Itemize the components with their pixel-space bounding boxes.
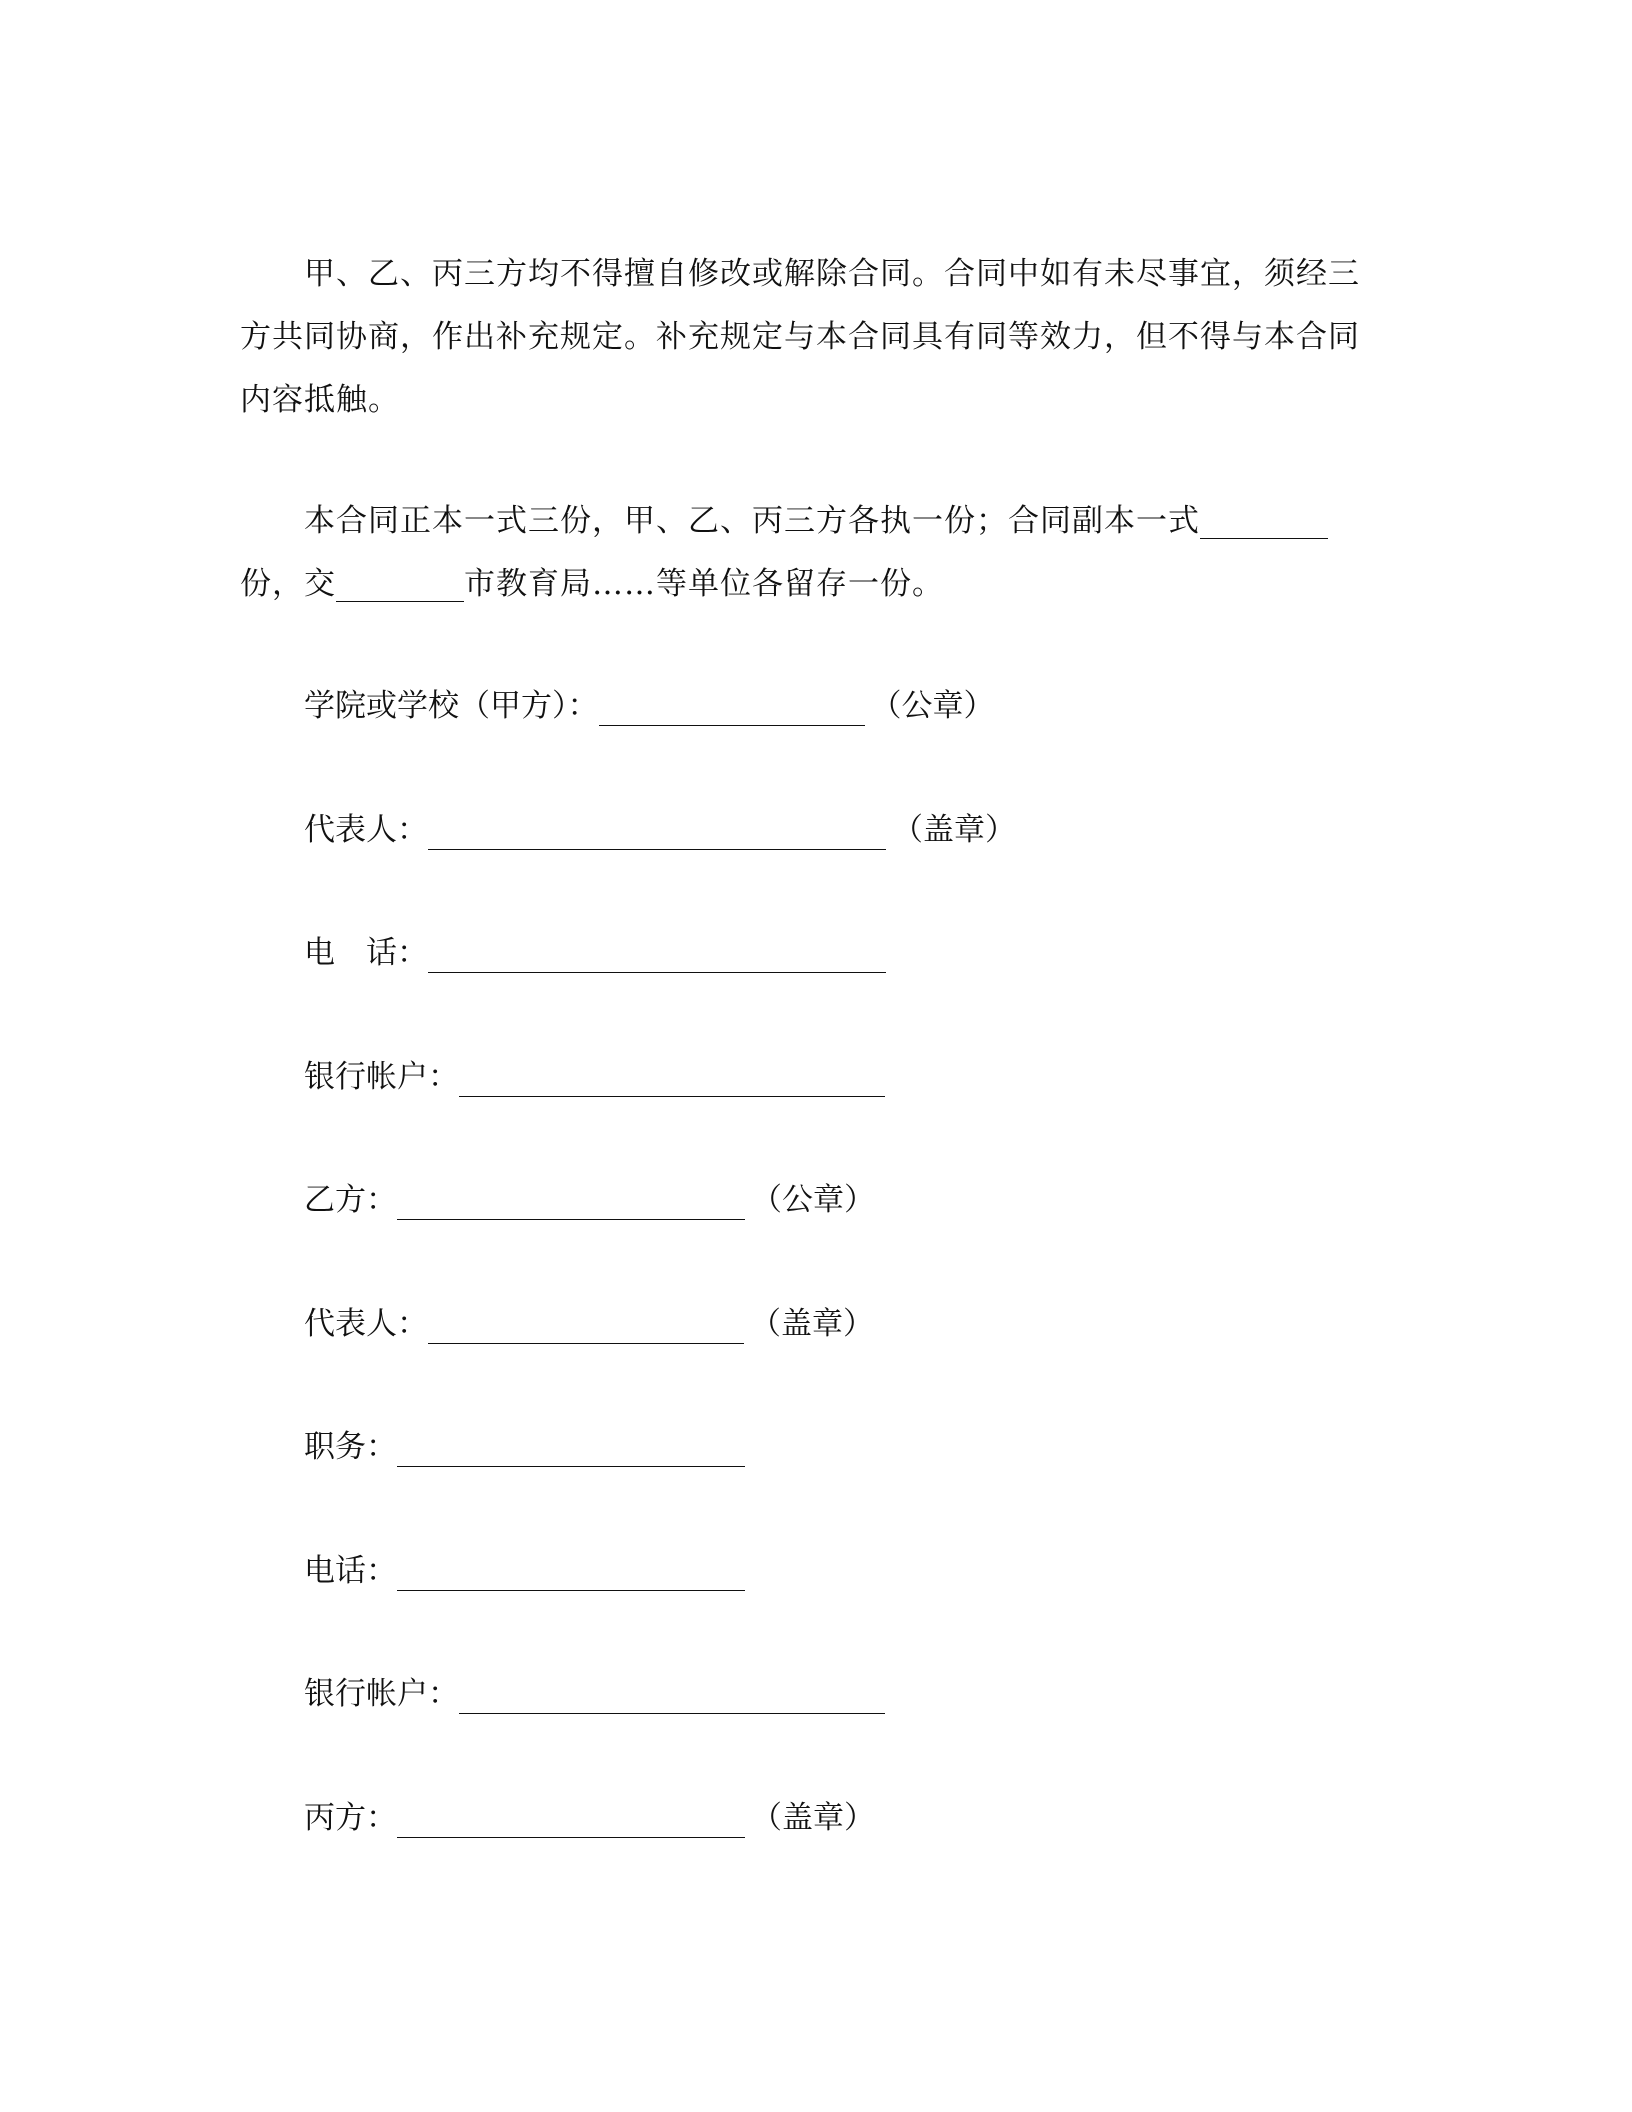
party-c-label: 丙方： [304, 1800, 397, 1836]
paragraph-amendment-clause: 甲、乙、丙三方均不得擅自修改或解除合同。合同中如有未尽事宜，须经三方共同协商，作出补充规定。补充规定与本合同具有同等效力，但不得与本合同内容抵触。 [240, 256, 1360, 418]
school-bank-label: 银行帐户： [304, 1059, 459, 1095]
party-b-phone-blank[interactable] [397, 1554, 745, 1591]
party-b-bank-label: 银行帐户： [304, 1676, 459, 1712]
party-b-phone-label: 电话： [304, 1553, 397, 1589]
school-phone-label: 电 话： [304, 935, 428, 971]
school-label: 学院或学校（甲方）： [304, 688, 599, 724]
school-signature-row [304, 686, 995, 726]
school-bank-blank[interactable] [459, 1060, 885, 1097]
party-b-representative-seal-note: （盖章） [750, 1306, 874, 1342]
school-phone-blank[interactable] [428, 936, 886, 973]
party-b-title-blank[interactable] [397, 1430, 745, 1467]
copies-clause-text-2: 份，交 [240, 566, 336, 602]
school-name-blank[interactable] [599, 689, 865, 726]
party-b-title-label: 职务： [304, 1429, 397, 1465]
copies-clause-text-1: 本合同正本一式三份，甲、乙、丙三方各执一份；合同副本一式 [304, 503, 1200, 539]
party-b-bank-row [304, 1674, 885, 1714]
party-b-representative-label: 代表人： [304, 1306, 428, 1342]
party-b-blank[interactable] [397, 1183, 745, 1220]
party-c-row [304, 1798, 875, 1838]
school-phone-row [304, 933, 886, 973]
paragraph-copies-clause [240, 490, 1390, 616]
copies-clause-text-3: 市教育局……等单位各留存一份。 [464, 566, 944, 602]
school-representative-blank[interactable] [428, 813, 886, 850]
school-representative-label: 代表人： [304, 812, 428, 848]
party-b-representative-blank[interactable] [428, 1307, 744, 1344]
party-c-seal-note: （盖章） [751, 1800, 875, 1836]
party-b-representative-row [304, 1304, 874, 1344]
school-representative-seal-note: （盖章） [892, 812, 1016, 848]
school-representative-row [304, 810, 1016, 850]
copies-count-blank[interactable] [1200, 498, 1328, 539]
party-b-row [304, 1180, 875, 1220]
school-bank-row [304, 1057, 885, 1097]
city-name-blank[interactable] [336, 561, 464, 602]
party-b-label: 乙方： [304, 1182, 397, 1218]
party-b-seal-note: （公章） [751, 1182, 875, 1218]
party-b-title-row [304, 1427, 745, 1467]
party-b-bank-blank[interactable] [459, 1677, 885, 1714]
school-seal-note: （公章） [870, 688, 995, 724]
party-c-blank[interactable] [397, 1801, 745, 1838]
party-b-phone-row [304, 1551, 745, 1591]
